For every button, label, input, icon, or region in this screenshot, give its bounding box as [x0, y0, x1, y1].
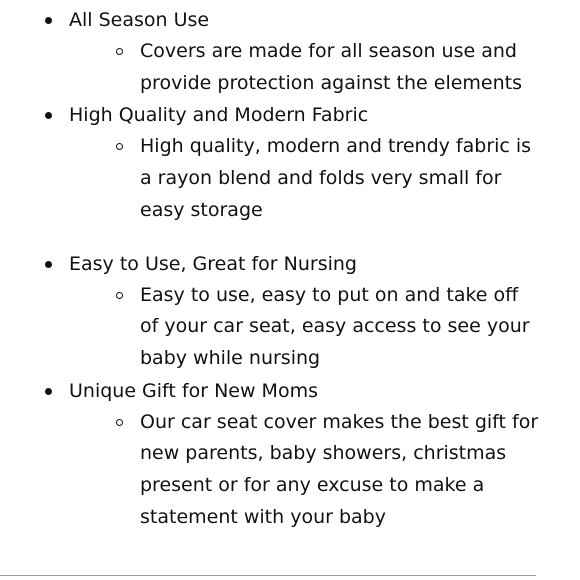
- feature-detail-list: [0, 131, 580, 226]
- bottom-divider: [0, 575, 536, 576]
- bullet-disc-icon: [45, 112, 52, 119]
- feature-detail-item: [0, 407, 580, 534]
- feature-title: Unique Gift for New Moms: [69, 379, 318, 402]
- feature-detail-item: [0, 131, 580, 226]
- feature-item-all-season: [0, 4, 580, 99]
- feature-title: All Season Use: [69, 9, 210, 31]
- feature-title: Easy to Use, Great for Nursing: [69, 252, 357, 275]
- feature-title-row: [0, 375, 580, 407]
- feature-item-gift: [0, 375, 580, 534]
- bullet-circle-icon: [116, 292, 123, 299]
- bullet-disc-icon: [45, 261, 52, 268]
- feature-detail-list: [0, 280, 580, 375]
- feature-item-nursing: [0, 248, 580, 375]
- feature-detail-item: [0, 280, 580, 375]
- bullet-disc-icon: [45, 17, 52, 24]
- bullet-circle-icon: [116, 143, 123, 150]
- feature-detail-text: Our car seat cover makes the best gift for new parents, baby showers, christmas present or for any excuse to make a statement with your baby: [140, 410, 539, 528]
- bullet-disc-icon: [45, 388, 52, 395]
- feature-detail-list: [0, 36, 580, 99]
- bullet-circle-icon: [116, 419, 123, 426]
- feature-title: High Quality and Modern Fabric: [69, 104, 369, 127]
- feature-item-fabric: [0, 99, 580, 226]
- feature-title-row: [0, 248, 580, 280]
- feature-title-row: [0, 99, 580, 131]
- feature-detail-text: Covers are made for all season use and provide protection against the elements: [140, 40, 523, 94]
- feature-list: [0, 4, 580, 533]
- feature-detail-item: [0, 36, 580, 99]
- feature-title-row: [0, 4, 580, 36]
- bullet-circle-icon: [116, 48, 123, 55]
- feature-detail-text: High quality, modern and trendy fabric is a rayon blend and folds very small for easy storage: [140, 135, 532, 221]
- feature-detail-text: Easy to use, easy to put on and take off of your car seat, easy access to see your baby while nursing: [140, 283, 530, 369]
- feature-detail-list: [0, 407, 580, 534]
